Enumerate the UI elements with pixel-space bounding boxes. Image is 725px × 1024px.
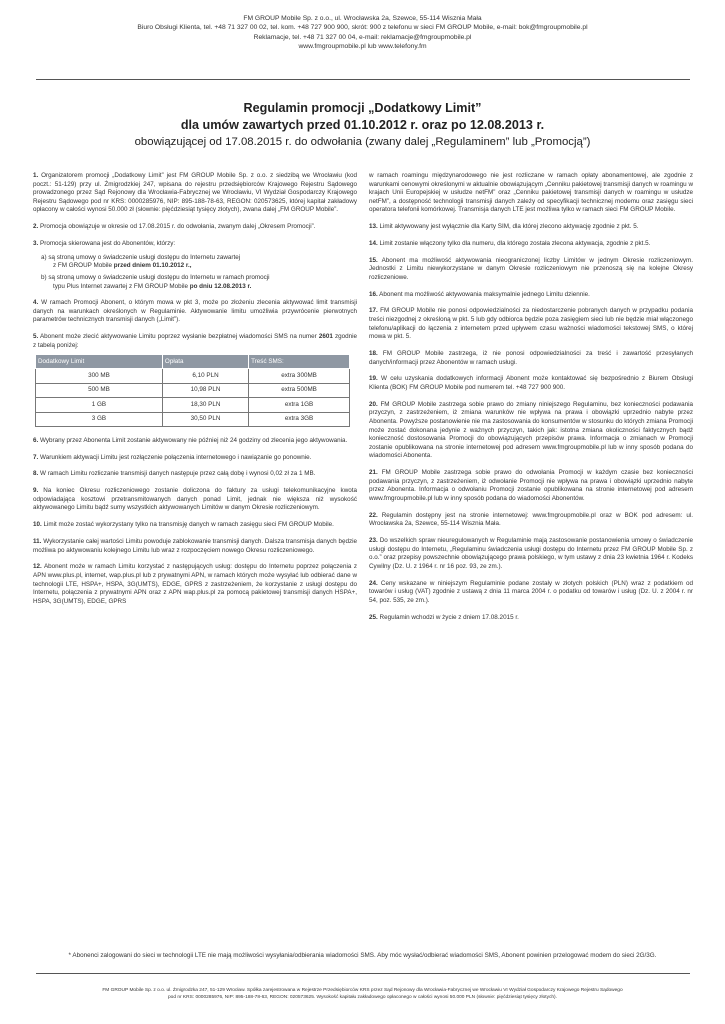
table-cell: extra 500MB <box>249 383 350 397</box>
header-address: FM GROUP Mobile Sp. z o.o., ul. Wrocławska 2a, Szewce, 55-114 Wisznia Mała <box>243 15 482 22</box>
paragraph-2: 2. Promocja obowiązuje w okresie od 17.08.2015 r. do odwołania, zwanym dalej „Okresem Promocji”. <box>33 223 316 231</box>
table-cell: extra 1GB <box>249 398 350 412</box>
paragraph-14: 14. Limit zostanie włączony tylko dla numeru, dla którego została zlecona aktywacja, zgodnie z pkt.5. <box>369 239 651 247</box>
table-cell: 30,50 PLN <box>162 412 248 426</box>
paragraph-10: 10. Limit może zostać wykorzystany tylko na transmisję danych w ramach zasięgu sieci FM GROUP Mobile. <box>33 521 334 529</box>
paragraph-12-continued: w ramach roamingu międzynarodowego nie jest rozliczane w ramach opłaty abonamentowej, ale zgodnie z warunkami cenowymi określonymi w aktualnie obowiązującym „Cenniku pakietowej transmisji danych w roamingu w krajach Unii Europejskiej w usłudze netFM” oraz „Cenniku pakietowej transmisji danych w roamingu w usłudze netFM”, a dostępność technologii transmisji danych zależy od specyfikacji technicznej modemu oraz zasięgu sieci operatora telefonii komórkowej. Transmisja danych LTE jest możliwa tylko w ramach sieci FM GROUP Mobile. <box>369 172 693 214</box>
header-websites: www.fmgroupmobile.pl lub www.telefony.fm <box>298 43 427 51</box>
table-cell: 10,98 PLN <box>162 383 248 397</box>
right-column <box>369 172 693 630</box>
left-column <box>33 172 357 615</box>
paragraph-15: 15. Abonent ma możliwość aktywowania nieograniczonej liczby Limitów w jednym Okresie rozliczeniowym. Jednostki z Limitu niewykorzystane w danym Okresie rozliczeniowym nie przenoszą się na kolejne Okresy rozliczeniowe. <box>369 256 693 281</box>
table-cell: 3 GB <box>36 412 163 426</box>
paragraph-18: 18. FM GROUP Mobile zastrzega, iż nie ponosi odpowiedzialności za treść i zawartość przesyłanych danych/informacji przez Abonentów w ramach usługi. <box>369 350 694 366</box>
paragraph-21: 21. FM GROUP Mobile zastrzega sobie prawo do odwołania Promocji w każdym czasie bez konieczności podawania przyczyn, z zastrzeżeniem, iż odwołanie Promocji nie wpływa na prawa i obowiązki uprzednio nabyte przez Abonenta. Informacja o odwołaniu Promocji zostanie opublikowana na stronie internetowej pod adresem www.fmgroupmobile.pl lub w inny sposób podana do wiadomości Abonentów. <box>369 469 694 502</box>
title-line-1: Regulamin promocji „Dodatkowy Limit” <box>243 101 482 115</box>
paragraph-23: 23. Do wszelkich spraw nieuregulowanych w Regulaminie mają zastosowanie postanowienia umowy o świadczenie usługi dostępu do Internetu, „Regulaminu świadczenia usługi dostępu do Internetu przez FM GROUP Mobile Sp. z o.o.” oraz przepisy powszechnie obowiązującego prawa polskiego, w tym ustawy z dnia 23 kwietnia 1964 r. Kodeks Cywilny (Dz. U. z 1964 r. nr 16 poz. 93, ze zm.). <box>369 537 694 570</box>
company-footer <box>0 987 725 1001</box>
paragraph-3: 3. Promocja skierowana jest do Abonentów, którzy: <box>33 239 176 247</box>
paragraph-12: 12. Abonent może w ramach Limitu korzystać z następujących usług: dostępu do Internetu poprzez połączenia z APN www.plus.pl, internet, wap.plus.pl lub z prywatnymi APN, w ramach których może wysyłać lub odbierać dane w technologii LTE, HSPA+, HSPA, 3G(UMTS), EDGE, GPRS z zastrzeżeniem, że korzystanie z usługi dostępu do Internetu, połączenia z prywatnymi APN oraz z APN wap.plus.pl za pomocą pakietowej transmisji danych HSPA+, HSPA, 3G(UMTS), EDGE, GPRS <box>33 563 357 605</box>
footer-divider <box>36 973 690 974</box>
paragraph-4: 4. W ramach Promocji Abonent, o którym mowa w pkt 3, może po złożeniu zlecenia aktywować limit transmisji danych na warunkach określonych w Regulaminie. Aktywowanie limitu umożliwia przywrócenie pierwotnych parametrów technicznych transmisji danych („Limit”). <box>33 299 358 324</box>
header-customer-service: Biuro Obsługi Klienta, tel. +48 71 327 00 02, tel. kom. +48 727 900 900, skrót: 900 z telefonu w sieci FM GROUP Mobile, e-mail: bok@fmgroupmobile.pl <box>137 24 588 32</box>
paragraph-11: 11. Wykorzystanie całej wartości Limitu powoduje zablokowanie transmisji danych. Dalsza transmisja danych będzie możliwa po aktywowaniu kolejnego Limitu lub wraz z rozpoczęciem nowego Okresu rozliczeniowego. <box>33 538 358 554</box>
table-header-cell: Dodatkowy Limit <box>36 355 163 369</box>
paragraph-9: 9. Na koniec Okresu rozliczeniowego zostanie doliczona do faktury za usługi telekomunikacyjne kwota odpowiadająca kosztowi przetransmitowanych danych ponad Limit, jednak nie większa niż wysokość aktywowanego Limitu bądź sumy wszystkich aktywowanych Limitów w danym Okresie rozliczeniowym. <box>33 487 358 512</box>
table-header-row <box>36 355 350 369</box>
table-cell: 18,30 PLN <box>162 398 248 412</box>
table-header-cell: Opłata <box>162 355 248 369</box>
table-row <box>36 369 350 383</box>
table-cell: extra 3GB <box>249 412 350 426</box>
paragraph-17: 17. FM GROUP Mobile nie ponosi odpowiedzialności za niedostarczenie pobranych danych w przypadku podania treści niezgodnej z określoną w pkt. 5 lub gdy odbiorca będzie poza zasięgiem sieci lub nie będzie miał włączonego telefonu/aplikacji do łączenia z internetem przed upływem czasu ważności wiadomości tekstowej SMS, o której mowa w pkt. 5. <box>369 307 694 341</box>
header-divider <box>36 79 690 80</box>
footer-line-2: pod nr KRS: 0000285976, NIP: 895-188-78-63, REGON: 020573625. Wysokość kapitału zakładowego opłaconego w całości wynosi 50.000 PLN (słownie: pięćdziesiąt tysięcy złotych). <box>168 995 557 1001</box>
limit-price-table <box>35 354 350 427</box>
document-title <box>0 100 725 151</box>
table-cell: 500 MB <box>36 383 163 397</box>
paragraph-16: 16. Abonent ma możliwość aktywowania maksymalnie jednego Limitu dziennie. <box>369 290 590 298</box>
lte-footnote: * Abonenci zalogowani do sieci w technologii LTE nie mają możliwości wysyłania/odbierania wiadomości SMS. Aby móc wysłać/odbierać wiadomości SMS, Abonent powinien przelogować modem do sieci 2G/3G. <box>68 952 657 959</box>
title-line-3: obowiązującej od 17.08.2015 r. do odwołania (zwany dalej „Regulaminem” lub „Promocją”) <box>134 136 591 148</box>
paragraph-3a: a) są stroną umowy o świadczenie usługi dostępu do Internetu zawartej z FM GROUP Mobile przed dniem 01.10.2012 r., <box>41 253 241 270</box>
paragraph-3b: b) są stroną umowy o świadczenie usługi dostępu do Internetu w ramach promocji typu Plus Internet zawartej z FM GROUP Mobile po dniu 12.08.2013 r. <box>41 274 270 290</box>
table-cell: 1 GB <box>36 398 163 412</box>
table-row <box>36 383 350 397</box>
paragraph-24: 24. Ceny wskazane w niniejszym Regulaminie podane zostały w złotych polskich (PLN) wraz z podatkiem od towarów i usług (VAT) zgodnie z ustawą z dnia 11 marca 2004 r. o podatku od towarów i usług (Dz. U. z 2004 r. nr 54, poz. 535, ze zm.). <box>369 579 694 604</box>
table-header-cell: Treść SMS: <box>249 355 350 369</box>
table-cell: extra 300MB <box>249 369 350 383</box>
table-row <box>36 398 350 412</box>
paragraph-22: 22. Regulamin dostępny jest na stronie internetowej: www.fmgroupmobile.pl oraz w BOK pod adresem: ul. Wrocławska 2a, Szewce, 55-114 Wisznia Mała. <box>369 511 693 528</box>
header-complaints: Reklamacje, tel. +48 71 327 00 04, e-mail: reklamacje@fmgroupmobile.pl <box>253 33 472 41</box>
table-cell: 6,10 PLN <box>162 369 248 383</box>
paragraph-8: 8. W ramach Limitu rozliczanie transmisji danych następuje przez całą dobę i wynosi 0,02 zł za 1 MB. <box>33 470 316 478</box>
paragraph-20: 20. FM GROUP Mobile zastrzega sobie prawo do zmiany niniejszego Regulaminu, bez konieczności podawania przyczyn, z zastrzeżeniem, iż zmiana warunków nie wpływa na prawa i obowiązki uprzednio nabyte przez Abonenta. Powyższe postanowienie nie ma zastosowania do konsumentów w stosunku do których zmiana Promocji może zostać dokonana jedynie z ważnych przyczyn, takich jak: istotna zmiana okoliczności faktycznych bądź konieczność dostosowania Promocji do obowiązujących przepisów prawa. Informacja o zmianach w Promocji zostanie opublikowana na stronie internetowej pod adresem www.fmgroupmobile.pl lub w inny sposób podana do wiadomości Abonenta. <box>369 400 693 460</box>
footer-line-1: FM GROUP Mobile Sp. z o.o. ul. Żmigrodzka 247, 51-129 Wrocław. Spółka zarejestrowana w Rejestrze Przedsiębiorców KRS przez Sąd Rejonowy dla Wrocławia-Fabrycznej we Wrocławiu VI Wydział Gospodarczy Krajowego Rejestru Sądowego <box>102 988 623 993</box>
table-row <box>36 412 350 426</box>
paragraph-19: 19. W celu uzyskania dodatkowych informacji Abonent może kontaktować się bezpośrednio z Biurem Obsługi Klienta (BOK) FM GROUP Mobile pod numerem tel. +48 727 900 900. <box>369 375 693 391</box>
paragraph-7: 7. Warunkiem aktywacji Limitu jest rozłączenie połączenia internetowego i nawiązanie go ponownie. <box>33 453 312 461</box>
title-line-2: dla umów zawartych przed 01.10.2012 r. oraz po 12.08.2013 r. <box>180 118 545 132</box>
paragraph-25: 25. Regulamin wchodzi w życie z dniem 17.08.2015 r. <box>369 613 519 621</box>
table-cell: 300 MB <box>36 369 163 383</box>
paragraph-6: 6. Wybrany przez Abonenta Limit zostanie aktywowany nie później niż 24 godziny od zlecenia jego aktywowania. <box>33 436 348 444</box>
company-header <box>0 14 725 52</box>
paragraph-1: 1. Organizatorem promocji „Dodatkowy Limit” jest FM GROUP Mobile Sp. z o.o. z siedzibą we Wrocławiu (kod poczt.: 51-129) przy ul. Żmigrodzkiej 247, wpisana do rejestru przedsiębiorców Krajowego Rejestru Sądowego prowadzonego przez Sąd Rejonowy dla Wrocławia-Fabrycznej we Wrocławiu, VI Wydział Gospodarczy Krajowego Rejestru Sądowego pod nr KRS: 0000285976, NIP: 895-188-78-63, REGON: 020573625, której kapitał zakładowy opłacony w całości wynosi 50.000 zł (słownie: pięćdziesiąt tysięcy złotych), zwana dalej „FM GROUP Mobile”. <box>33 172 357 214</box>
paragraph-5: 5. Abonent może zlecić aktywowanie Limitu poprzez wysłanie bezpłatnej wiadomości SMS na numer 2601 zgodnie z tabelą poniżej: <box>33 333 358 349</box>
paragraph-13: 13. Limit aktywowany jest wyłącznie dla Karty SIM, dla której zlecono aktywację zgodnie z pkt. 5. <box>369 223 639 231</box>
